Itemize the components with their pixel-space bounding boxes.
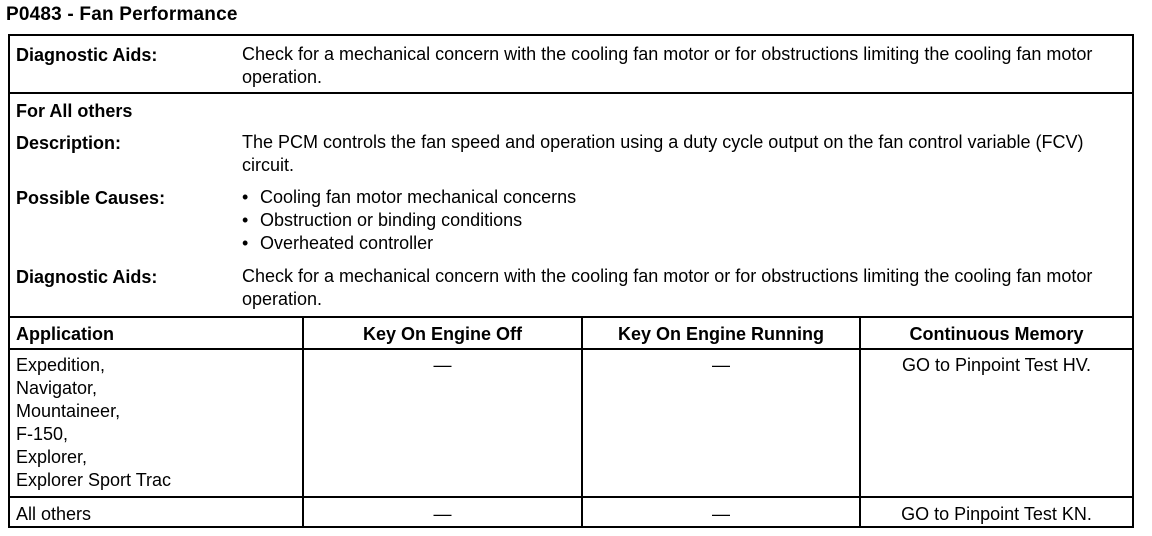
row1-application: Expedition, Navigator, Mountaineer, F-150, Explorer, Explorer Sport Trac (16, 355, 172, 490)
page-title: P0483 - Fan Performance (6, 4, 238, 25)
header-koeo: Key On Engine Off (362, 324, 522, 344)
header-koer: Key On Engine Running (618, 324, 824, 344)
section-divider (10, 92, 1132, 94)
possible-causes-list (242, 186, 576, 255)
diagnostic-aids-label: Diagnostic Aids: (16, 45, 158, 65)
header-continuous-memory: Continuous Memory (909, 324, 1084, 344)
diagnostic-table (8, 34, 1134, 528)
possible-causes-label: Possible Causes: (16, 188, 166, 208)
row2-koeo: — (433, 504, 452, 524)
table-top-border (10, 316, 1132, 318)
diagnostic-aids-label-2: Diagnostic Aids: (16, 267, 158, 287)
header-divider (10, 348, 1132, 350)
description-text: The PCM controls the fan speed and operation using a duty cycle output on the fan control variable (FCV) circuit. (242, 132, 1084, 175)
row2-continuous-memory: GO to Pinpoint Test KN. (901, 504, 1092, 524)
diagnostic-aids-text-2: Check for a mechanical concern with the cooling fan motor or for obstructions limiting the cooling fan motor operation. (242, 266, 1093, 309)
header-application: Application (16, 324, 114, 344)
cause-item: • Overheated controller (242, 232, 576, 255)
row2-koer: — (712, 504, 730, 524)
row1-koeo: — (433, 355, 452, 375)
cause-item: • Obstruction or binding conditions (242, 209, 576, 232)
others-heading: For All others (16, 101, 133, 121)
row1-koer: — (712, 355, 730, 375)
description-label: Description: (16, 133, 122, 153)
row-divider (10, 496, 1132, 498)
row1-continuous-memory: GO to Pinpoint Test HV. (901, 355, 1092, 375)
cause-item: • Cooling fan motor mechanical concerns (242, 186, 576, 209)
diagnostic-aids-text: Check for a mechanical concern with the cooling fan motor or for obstructions limiting the cooling fan motor operation. (242, 44, 1093, 87)
row2-application: All others (16, 504, 92, 524)
